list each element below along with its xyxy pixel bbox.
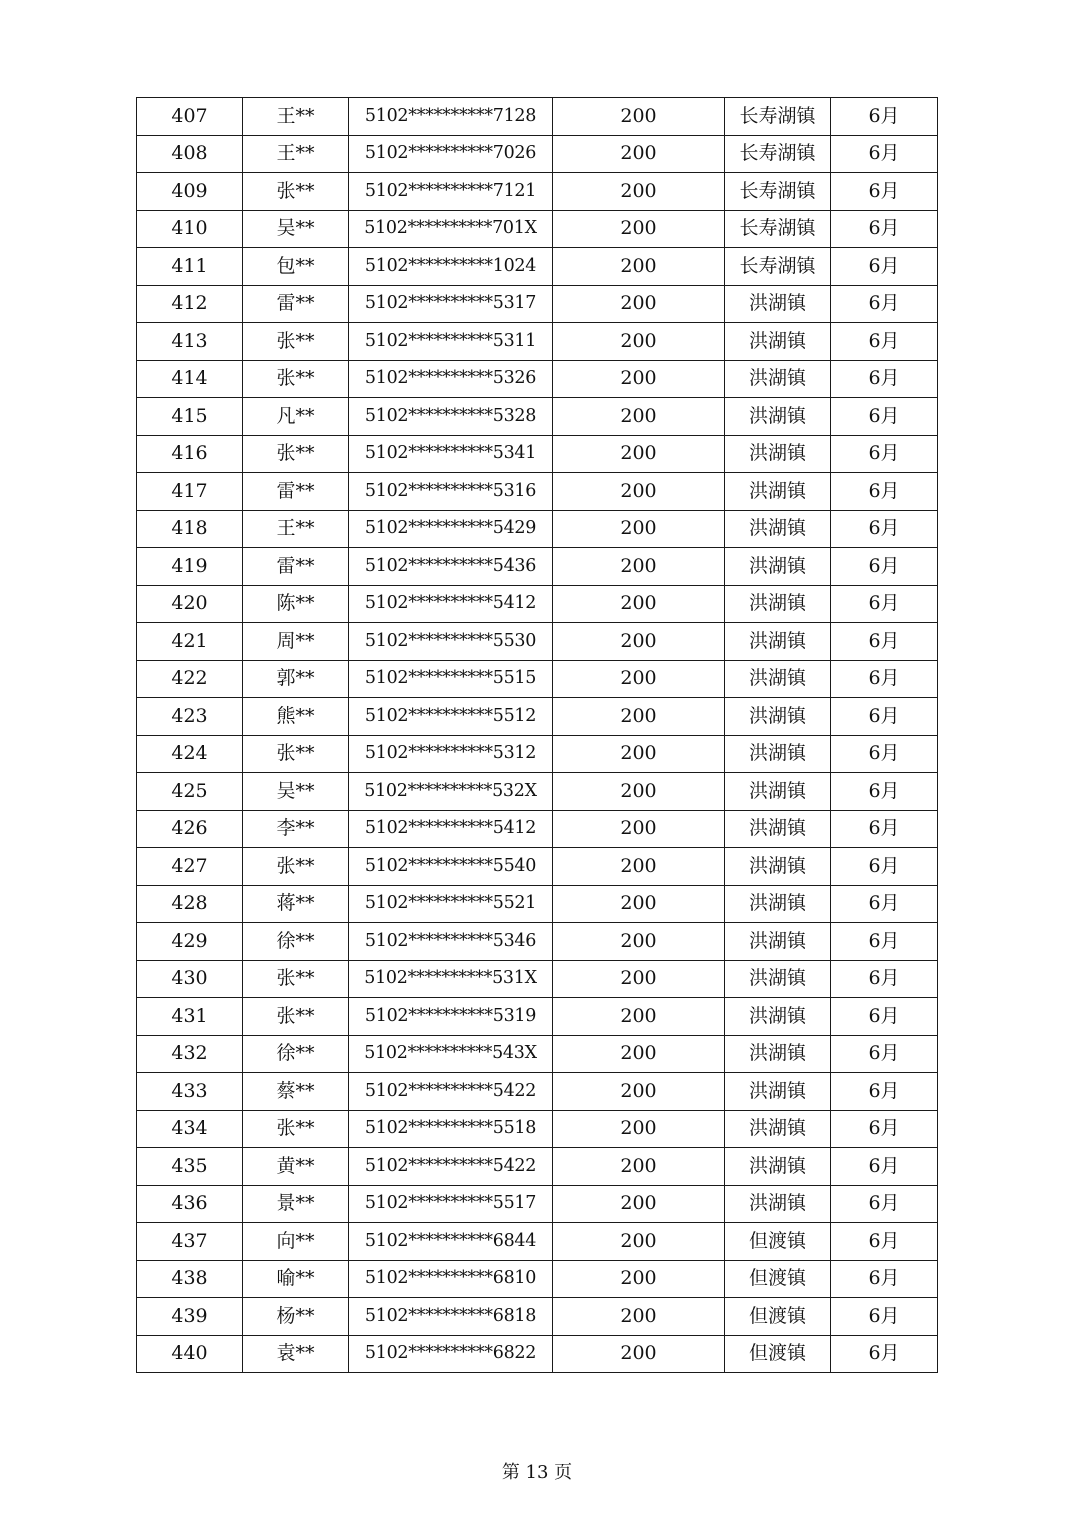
name-cell: 蒋**	[243, 885, 349, 923]
id-number-cell: 5102**********7026	[349, 135, 553, 173]
month-cell: 6月	[831, 360, 938, 398]
name-cell: 黄**	[243, 1148, 349, 1186]
amount-cell: 200	[553, 773, 725, 811]
month-cell: 6月	[831, 473, 938, 511]
table-row	[137, 173, 938, 211]
data-table	[136, 97, 938, 1373]
name-cell: 王**	[243, 510, 349, 548]
id-number-cell: 5102**********5517	[349, 1185, 553, 1223]
name-cell: 吴**	[243, 210, 349, 248]
id-number-cell: 5102**********1024	[349, 248, 553, 286]
serial-number-cell: 418	[137, 510, 243, 548]
amount-cell: 200	[553, 210, 725, 248]
serial-number-cell: 409	[137, 173, 243, 211]
name-cell: 蔡**	[243, 1073, 349, 1111]
table-row	[137, 135, 938, 173]
town-cell: 洪湖镇	[725, 1185, 831, 1223]
town-cell: 洪湖镇	[725, 473, 831, 511]
table-row	[137, 473, 938, 511]
id-number-cell: 5102**********5317	[349, 285, 553, 323]
table-body	[137, 98, 938, 1373]
month-cell: 6月	[831, 1185, 938, 1223]
id-number-cell: 5102**********5530	[349, 623, 553, 661]
table-row	[137, 1185, 938, 1223]
serial-number-cell: 413	[137, 323, 243, 361]
amount-cell: 200	[553, 885, 725, 923]
month-cell: 6月	[831, 960, 938, 998]
page-number: 第 13 页	[501, 1462, 573, 1483]
id-number-cell: 5102**********5412	[349, 585, 553, 623]
serial-number-cell: 414	[137, 360, 243, 398]
amount-cell: 200	[553, 810, 725, 848]
amount-cell: 200	[553, 98, 725, 136]
id-number-cell: 5102**********6844	[349, 1223, 553, 1261]
table-row	[137, 698, 938, 736]
serial-number-cell: 425	[137, 773, 243, 811]
amount-cell: 200	[553, 1185, 725, 1223]
town-cell: 洪湖镇	[725, 548, 831, 586]
name-cell: 熊**	[243, 698, 349, 736]
serial-number-cell: 429	[137, 923, 243, 961]
table-row	[137, 435, 938, 473]
id-number-cell: 5102**********7128	[349, 98, 553, 136]
id-number-cell: 5102**********6818	[349, 1298, 553, 1336]
name-cell: 景**	[243, 1185, 349, 1223]
amount-cell: 200	[553, 435, 725, 473]
id-number-cell: 5102**********5316	[349, 473, 553, 511]
serial-number-cell: 436	[137, 1185, 243, 1223]
serial-number-cell: 421	[137, 623, 243, 661]
amount-cell: 200	[553, 923, 725, 961]
id-number-cell: 5102**********5540	[349, 848, 553, 886]
id-number-cell: 5102**********6810	[349, 1260, 553, 1298]
table-row	[137, 98, 938, 136]
town-cell: 洪湖镇	[725, 1110, 831, 1148]
amount-cell: 200	[553, 360, 725, 398]
table-row	[137, 1260, 938, 1298]
serial-number-cell: 432	[137, 1035, 243, 1073]
amount-cell: 200	[553, 1298, 725, 1336]
month-cell: 6月	[831, 1073, 938, 1111]
town-cell: 洪湖镇	[725, 360, 831, 398]
amount-cell: 200	[553, 960, 725, 998]
table-row	[137, 248, 938, 286]
town-cell: 洪湖镇	[725, 623, 831, 661]
amount-cell: 200	[553, 398, 725, 436]
month-cell: 6月	[831, 810, 938, 848]
id-number-cell: 5102**********5346	[349, 923, 553, 961]
month-cell: 6月	[831, 585, 938, 623]
month-cell: 6月	[831, 98, 938, 136]
serial-number-cell: 419	[137, 548, 243, 586]
name-cell: 张**	[243, 998, 349, 1036]
id-number-cell: 5102**********5518	[349, 1110, 553, 1148]
name-cell: 袁**	[243, 1335, 349, 1373]
amount-cell: 200	[553, 173, 725, 211]
month-cell: 6月	[831, 623, 938, 661]
serial-number-cell: 423	[137, 698, 243, 736]
name-cell: 张**	[243, 960, 349, 998]
table-row	[137, 585, 938, 623]
id-number-cell: 5102**********5341	[349, 435, 553, 473]
serial-number-cell: 412	[137, 285, 243, 323]
id-number-cell: 5102**********701X	[349, 210, 553, 248]
name-cell: 向**	[243, 1223, 349, 1261]
name-cell: 张**	[243, 360, 349, 398]
amount-cell: 200	[553, 698, 725, 736]
name-cell: 张**	[243, 735, 349, 773]
town-cell: 洪湖镇	[725, 773, 831, 811]
amount-cell: 200	[553, 1260, 725, 1298]
table-row	[137, 623, 938, 661]
table-row	[137, 398, 938, 436]
serial-number-cell: 410	[137, 210, 243, 248]
name-cell: 包**	[243, 248, 349, 286]
name-cell: 徐**	[243, 923, 349, 961]
serial-number-cell: 438	[137, 1260, 243, 1298]
month-cell: 6月	[831, 548, 938, 586]
serial-number-cell: 428	[137, 885, 243, 923]
amount-cell: 200	[553, 735, 725, 773]
name-cell: 张**	[243, 435, 349, 473]
town-cell: 洪湖镇	[725, 510, 831, 548]
name-cell: 雷**	[243, 285, 349, 323]
month-cell: 6月	[831, 698, 938, 736]
table-row	[137, 1148, 938, 1186]
serial-number-cell: 434	[137, 1110, 243, 1148]
town-cell: 洪湖镇	[725, 698, 831, 736]
amount-cell: 200	[553, 473, 725, 511]
month-cell: 6月	[831, 1335, 938, 1373]
amount-cell: 200	[553, 660, 725, 698]
id-number-cell: 5102**********6822	[349, 1335, 553, 1373]
town-cell: 长寿湖镇	[725, 210, 831, 248]
table-row	[137, 1223, 938, 1261]
amount-cell: 200	[553, 623, 725, 661]
month-cell: 6月	[831, 135, 938, 173]
amount-cell: 200	[553, 1035, 725, 1073]
id-number-cell: 5102**********5326	[349, 360, 553, 398]
table-row	[137, 923, 938, 961]
serial-number-cell: 424	[137, 735, 243, 773]
name-cell: 王**	[243, 135, 349, 173]
month-cell: 6月	[831, 398, 938, 436]
town-cell: 长寿湖镇	[725, 248, 831, 286]
month-cell: 6月	[831, 1148, 938, 1186]
town-cell: 洪湖镇	[725, 398, 831, 436]
name-cell: 张**	[243, 1110, 349, 1148]
id-number-cell: 5102**********5412	[349, 810, 553, 848]
amount-cell: 200	[553, 1073, 725, 1111]
id-number-cell: 5102**********5328	[349, 398, 553, 436]
amount-cell: 200	[553, 510, 725, 548]
month-cell: 6月	[831, 1260, 938, 1298]
id-number-cell: 5102**********5312	[349, 735, 553, 773]
id-number-cell: 5102**********5319	[349, 998, 553, 1036]
serial-number-cell: 426	[137, 810, 243, 848]
table-row	[137, 960, 938, 998]
table-row	[137, 510, 938, 548]
amount-cell: 200	[553, 135, 725, 173]
id-number-cell: 5102**********532X	[349, 773, 553, 811]
name-cell: 雷**	[243, 548, 349, 586]
id-number-cell: 5102**********543X	[349, 1035, 553, 1073]
id-number-cell: 5102**********5422	[349, 1073, 553, 1111]
table-row	[137, 1035, 938, 1073]
town-cell: 洪湖镇	[725, 848, 831, 886]
month-cell: 6月	[831, 248, 938, 286]
month-cell: 6月	[831, 1035, 938, 1073]
town-cell: 长寿湖镇	[725, 135, 831, 173]
name-cell: 李**	[243, 810, 349, 848]
table-row	[137, 848, 938, 886]
name-cell: 陈**	[243, 585, 349, 623]
town-cell: 洪湖镇	[725, 435, 831, 473]
amount-cell: 200	[553, 1110, 725, 1148]
town-cell: 洪湖镇	[725, 885, 831, 923]
town-cell: 洪湖镇	[725, 810, 831, 848]
town-cell: 洪湖镇	[725, 1148, 831, 1186]
name-cell: 张**	[243, 848, 349, 886]
amount-cell: 200	[553, 585, 725, 623]
table-row	[137, 735, 938, 773]
amount-cell: 200	[553, 1335, 725, 1373]
table-row	[137, 1110, 938, 1148]
month-cell: 6月	[831, 173, 938, 211]
table-row	[137, 773, 938, 811]
town-cell: 洪湖镇	[725, 735, 831, 773]
amount-cell: 200	[553, 285, 725, 323]
serial-number-cell: 420	[137, 585, 243, 623]
town-cell: 洪湖镇	[725, 660, 831, 698]
town-cell: 但渡镇	[725, 1298, 831, 1336]
name-cell: 杨**	[243, 1298, 349, 1336]
id-number-cell: 5102**********5422	[349, 1148, 553, 1186]
id-number-cell: 5102**********531X	[349, 960, 553, 998]
month-cell: 6月	[831, 1298, 938, 1336]
month-cell: 6月	[831, 660, 938, 698]
name-cell: 王**	[243, 98, 349, 136]
town-cell: 长寿湖镇	[725, 98, 831, 136]
town-cell: 洪湖镇	[725, 285, 831, 323]
table-row	[137, 1073, 938, 1111]
town-cell: 但渡镇	[725, 1260, 831, 1298]
town-cell: 长寿湖镇	[725, 173, 831, 211]
town-cell: 洪湖镇	[725, 960, 831, 998]
name-cell: 张**	[243, 173, 349, 211]
serial-number-cell: 407	[137, 98, 243, 136]
town-cell: 洪湖镇	[725, 998, 831, 1036]
month-cell: 6月	[831, 1223, 938, 1261]
table-row	[137, 285, 938, 323]
id-number-cell: 5102**********5429	[349, 510, 553, 548]
town-cell: 洪湖镇	[725, 923, 831, 961]
id-number-cell: 5102**********5512	[349, 698, 553, 736]
id-number-cell: 5102**********5436	[349, 548, 553, 586]
name-cell: 雷**	[243, 473, 349, 511]
serial-number-cell: 411	[137, 248, 243, 286]
table-row	[137, 1335, 938, 1373]
serial-number-cell: 437	[137, 1223, 243, 1261]
serial-number-cell: 422	[137, 660, 243, 698]
amount-cell: 200	[553, 848, 725, 886]
table-row	[137, 998, 938, 1036]
id-number-cell: 5102**********7121	[349, 173, 553, 211]
table-row	[137, 548, 938, 586]
name-cell: 徐**	[243, 1035, 349, 1073]
table-row	[137, 885, 938, 923]
serial-number-cell: 430	[137, 960, 243, 998]
month-cell: 6月	[831, 848, 938, 886]
month-cell: 6月	[831, 285, 938, 323]
amount-cell: 200	[553, 1148, 725, 1186]
amount-cell: 200	[553, 248, 725, 286]
month-cell: 6月	[831, 773, 938, 811]
name-cell: 郭**	[243, 660, 349, 698]
amount-cell: 200	[553, 548, 725, 586]
serial-number-cell: 431	[137, 998, 243, 1036]
town-cell: 洪湖镇	[725, 323, 831, 361]
table-row	[137, 660, 938, 698]
name-cell: 张**	[243, 323, 349, 361]
serial-number-cell: 435	[137, 1148, 243, 1186]
serial-number-cell: 433	[137, 1073, 243, 1111]
amount-cell: 200	[553, 998, 725, 1036]
month-cell: 6月	[831, 435, 938, 473]
month-cell: 6月	[831, 510, 938, 548]
id-number-cell: 5102**********5311	[349, 323, 553, 361]
name-cell: 周**	[243, 623, 349, 661]
serial-number-cell: 439	[137, 1298, 243, 1336]
month-cell: 6月	[831, 735, 938, 773]
serial-number-cell: 415	[137, 398, 243, 436]
id-number-cell: 5102**********5521	[349, 885, 553, 923]
name-cell: 喻**	[243, 1260, 349, 1298]
table-row	[137, 1298, 938, 1336]
month-cell: 6月	[831, 885, 938, 923]
town-cell: 洪湖镇	[725, 1073, 831, 1111]
id-number-cell: 5102**********5515	[349, 660, 553, 698]
serial-number-cell: 440	[137, 1335, 243, 1373]
town-cell: 洪湖镇	[725, 585, 831, 623]
name-cell: 吴**	[243, 773, 349, 811]
serial-number-cell: 408	[137, 135, 243, 173]
town-cell: 但渡镇	[725, 1223, 831, 1261]
table-row	[137, 360, 938, 398]
table-row	[137, 323, 938, 361]
month-cell: 6月	[831, 923, 938, 961]
name-cell: 凡**	[243, 398, 349, 436]
amount-cell: 200	[553, 1223, 725, 1261]
town-cell: 但渡镇	[725, 1335, 831, 1373]
month-cell: 6月	[831, 1110, 938, 1148]
serial-number-cell: 416	[137, 435, 243, 473]
month-cell: 6月	[831, 210, 938, 248]
amount-cell: 200	[553, 323, 725, 361]
month-cell: 6月	[831, 323, 938, 361]
table-row	[137, 810, 938, 848]
town-cell: 洪湖镇	[725, 1035, 831, 1073]
serial-number-cell: 427	[137, 848, 243, 886]
serial-number-cell: 417	[137, 473, 243, 511]
month-cell: 6月	[831, 998, 938, 1036]
table-row	[137, 210, 938, 248]
